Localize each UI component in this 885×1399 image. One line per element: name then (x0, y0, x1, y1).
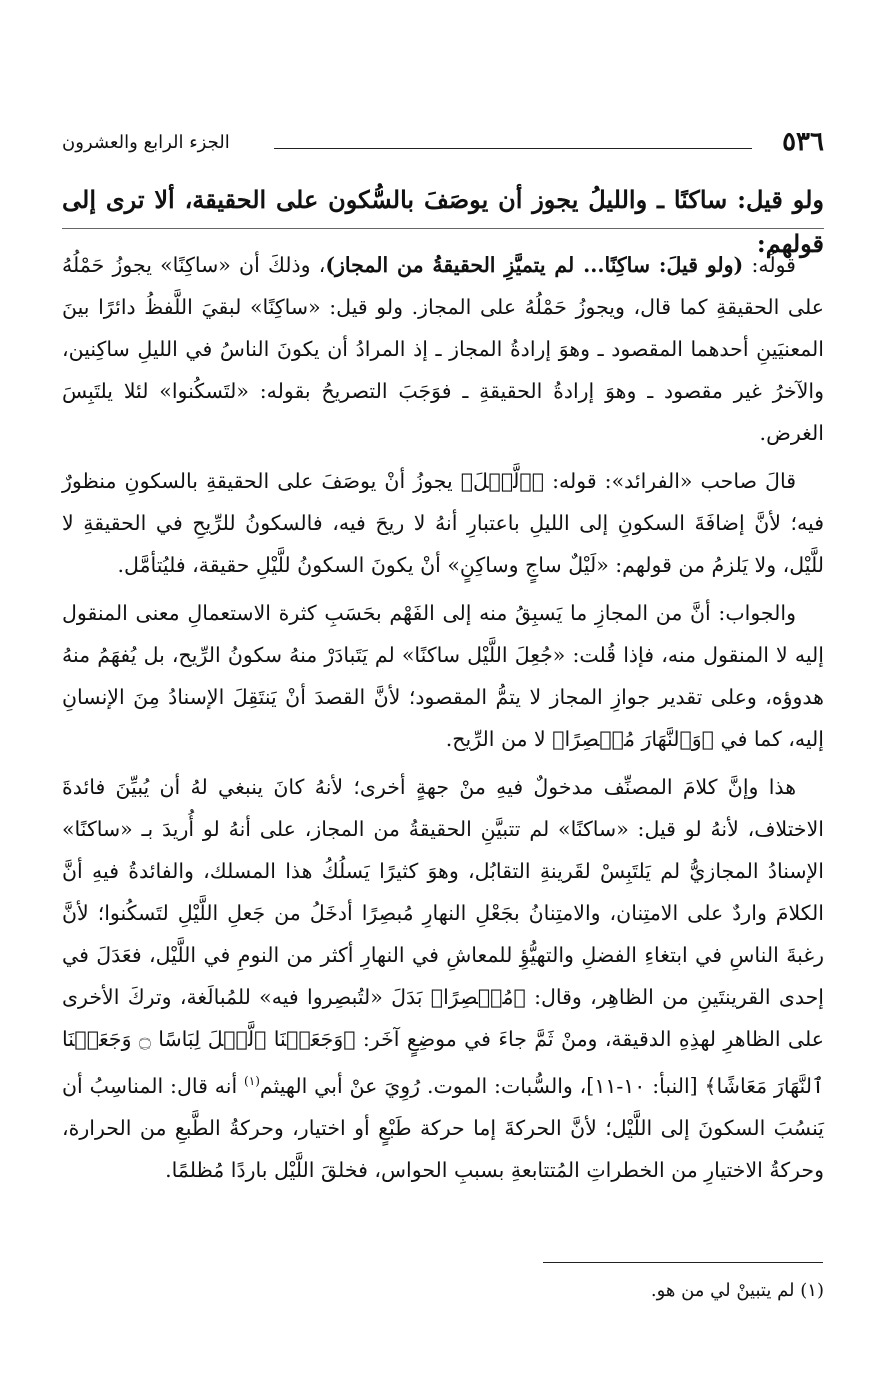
paragraph-4-continued: أنه قال: المناسِبُ أن يَنسُبَ السكونَ إلى اللَّيْل؛ لأنَّ الحركةَ إما حركة طَبْعٍ أو اختيار، وحركةُ الطَّبعِ من الحرارة، وحركةُ الاختيارِ من الخطراتِ المُتتابعةِ بسببِ الحواس، فخلقَ اللَّيْل باردًا مُظلمًا. (62, 1073, 824, 1182)
footnote: (١) لم يتبينْ لي من هو. (650, 1280, 824, 1301)
paragraph-2-text: قالَ صاحب «الفرائد»: قوله: ﴿ٱلَّيۡلَ﴾ يجوزُ أنْ يوصَفَ على الحقيقةِ بالسكونِ منظورٌ فيه؛ لأنَّ إضافَةَ السكونِ إلى الليلِ باعتبارِ أنهُ لا ريحَ فيه، فالسكونُ للرِّيحِ في الحقيقةِ لا للَّيْل، ولا يَلزمُ من قولهم: «لَيْلٌ ساجٍ وساكِنٍ» أنْ يكونَ السكونُ للَّيْلِ حقيقة، فليُتأمَّل. (62, 469, 824, 577)
footnote-reference[interactable]: (١) (244, 1074, 260, 1088)
paragraph-2 (62, 460, 824, 586)
main-text-line: ولو قيل: ساكنًا ـ والليلُ يجوز أن يوصَفَ بالسُّكون على الحقيقة، ألا ترى إلى قولهم: (62, 185, 824, 258)
paragraph-1-text: ، وذلكَ أن «ساكِنًا» يجوزُ حَمْلُهُ على الحقيقةِ كما قال، ويجوزُ حَمْلُهُ على المجاز. ولو قيل: «ساكِنًا» لبقيَ اللَّفظُ دائرًا بينَ المعنيَينِ أحدهما المقصود ـ وهوَ إرادةُ المجاز ـ إذ المرادُ أن يكونَ الناسُ في الليلِ ساكِنين، والآخرُ غير مقصود ـ وهوَ إرادةُ الحقيقةِ ـ فوَجَبَ التصريحُ بقوله: «لتَسكُنوا» لئلا يلتَبِسَ الغرض. (62, 253, 824, 445)
paragraph-1-intro: قولُه: (743, 253, 796, 277)
page-header (62, 126, 824, 160)
paragraph-3 (62, 592, 824, 760)
paragraph-3-text: والجواب: أنَّ من المجازِ ما يَسبِقُ منه إلى الفَهْم بحَسَبِ كثرة الاستعمالِ معنى المنقول إليه لا المنقول منه، فإذا قُلت: «جُعِلَ اللَّيْل ساكنًا» لم يَتَبادَرْ منهُ سكونُ الرِّيح، بل يُفهَمُ منهُ هدوؤه، وعلى تقدير جوازِ المجاز لا يتمُّ المقصود؛ لأنَّ القصدَ أنْ يَنتَقِلَ الإسنادُ مِنَ الإنسانِ إليه، كما في ﴿وَٱلنَّهَارَ مُبۡصِرًا﴾ لا من الرِّيح. (62, 601, 824, 751)
paragraph-4 (62, 766, 824, 1191)
volume-title: الجزء الرابع والعشرون (62, 132, 230, 153)
paragraph-1 (62, 244, 824, 454)
quoted-phrase: (ولو قيلَ: ساكِنًا... لم يتميَّزِ الحقيقةُ من المجاز) (325, 253, 744, 277)
header-rule (274, 148, 752, 149)
main-text-separator (62, 228, 824, 229)
page-number: ٥٣٦ (782, 127, 824, 157)
commentary-body (62, 244, 824, 1197)
paragraph-4-text: هذا وإنَّ كلامَ المصنِّف مدخولٌ فيهِ منْ جهةٍ أخرى؛ لأنهُ كانَ ينبغي لهُ أن يُبيِّنَ فائدةَ الاختلاف، لأنهُ لو قيل: «ساكنًا» لم تتبيَّنِ الحقيقةُ من المجاز، على أنهُ لو أُريدَ بـ «ساكنًا» الإسنادُ المجازيُّ لم يَلتَبِسْ لقَرينةِ التقابُل، وهوَ كثيرًا يَسلُكُ هذا المسلك، والفائدةُ فيهِ أنَّ الكلامَ واردٌ على الامتِنان، والامتِنانُ بجَعْلِ النهارِ مُبصِرًا أدخَلُ من جَعلِ اللَّيْلِ لتَسكُنوا؛ لأنَّ رغبةَ الناسِ في ابتغاءِ الفضلِ والتهيُّؤِ للمعاشِ في النهارِ أكثر من النومِ في اللَّيْل، فعَدَلَ في إحدى القرينتَينِ من الظاهِر، وقال: ﴿مُبۡصِرًا﴾ بَدَلَ «لتُبصِروا فيه» للمُبالَغة، وتركَ الأخرى على الظاهرِ لهذِهِ الدقيقة، ومنْ ثَمَّ جاءَ في موضِعٍ آخَر: ﴿وَجَعَلۡنَا ٱلَّيۡلَ لِبَاسًا ۝ وَجَعَلۡنَا ٱلنَّهَارَ مَعَاشًا﴾ [النبأ: ١٠-١١]، والسُّبات: الموت. رُوِيَ عنْ أبي الهيثم (62, 775, 825, 1098)
footnote-rule (543, 1262, 823, 1263)
